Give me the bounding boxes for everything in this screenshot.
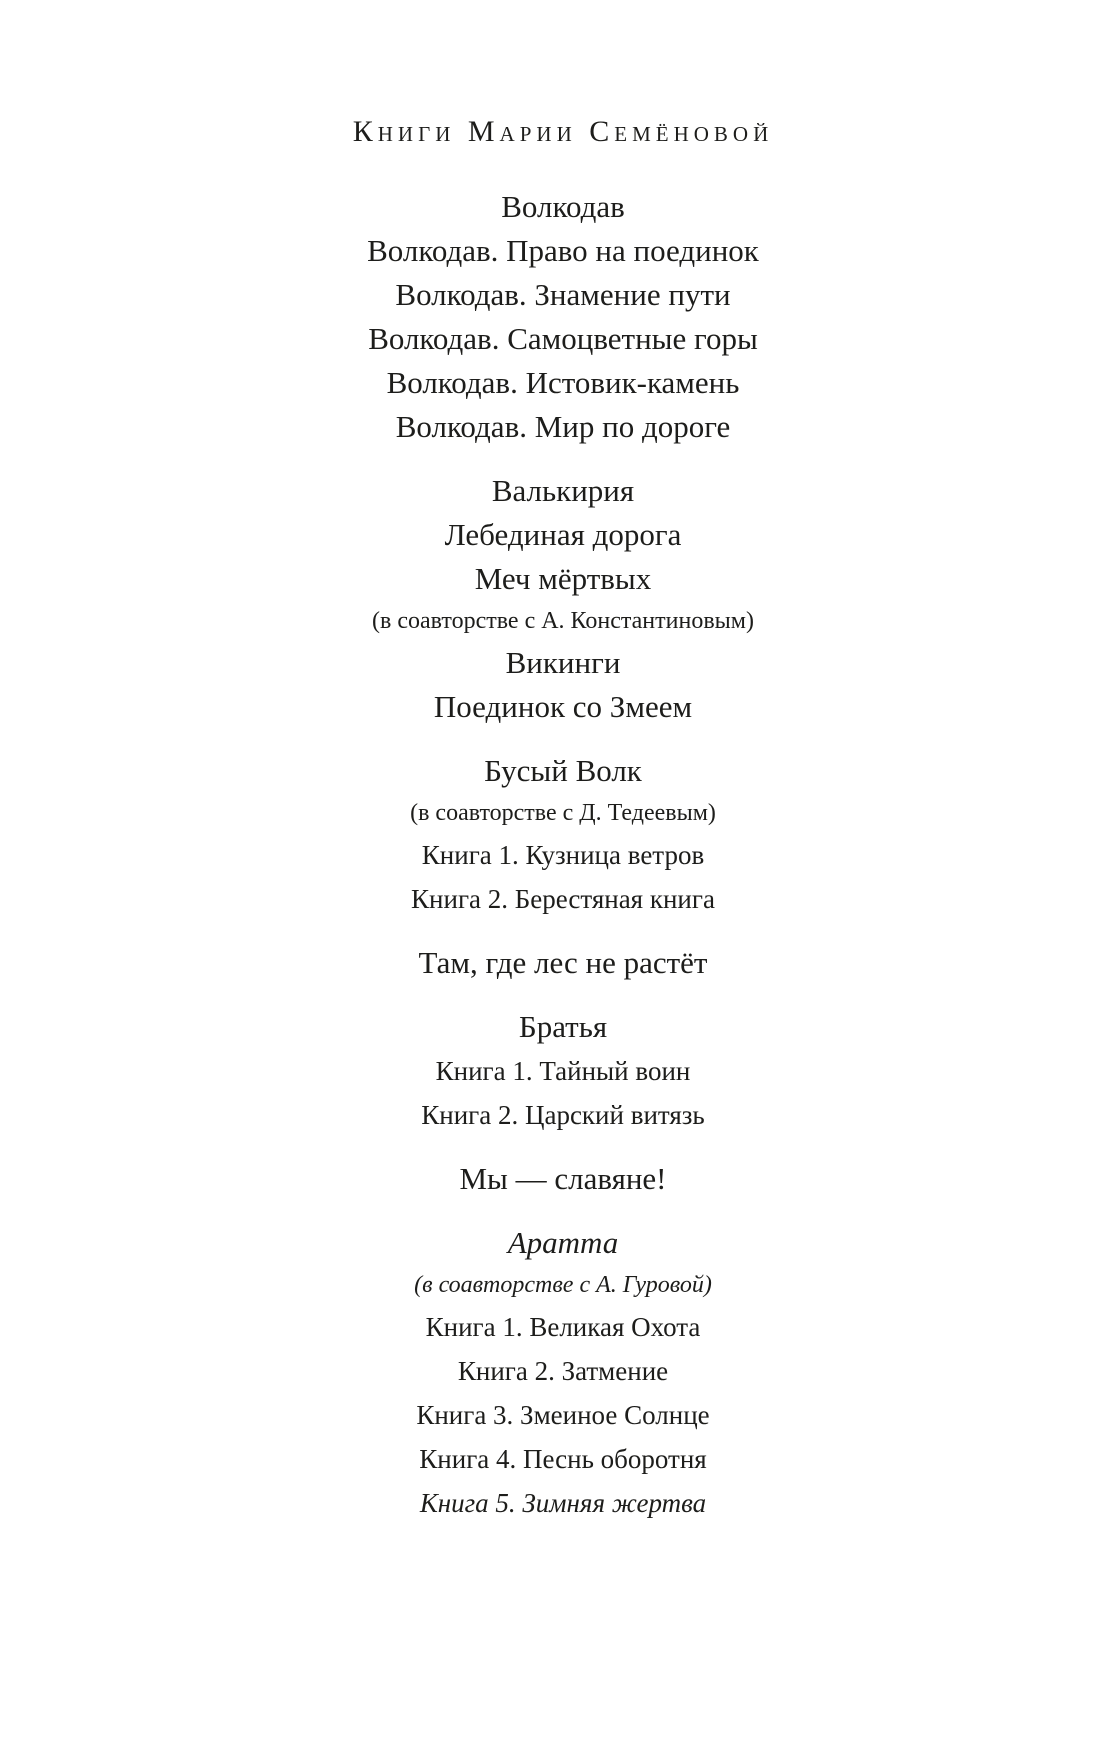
book-group xyxy=(26,1005,1100,1137)
book-line: Аратта xyxy=(507,1225,619,1260)
book-line: Книга 2. Царский витязь xyxy=(421,1100,705,1130)
page-title: Книги Марии Семёновой xyxy=(352,115,774,148)
book-line: Поединок со Змеем xyxy=(433,689,693,724)
book-line: (в соавторстве с Д. Тедеевым) xyxy=(410,800,716,826)
book-line: Книга 3. Змеиное Солнце xyxy=(416,1400,710,1430)
book-line: Волкодав. Истовик-камень xyxy=(386,365,740,400)
book-group xyxy=(26,185,1100,449)
book-line: Волкодав. Знамение пути xyxy=(395,277,731,312)
book-line: Волкодав. Мир по дороге xyxy=(395,409,731,444)
book-line: Волкодав xyxy=(501,189,625,224)
book-line: Меч мёртвых xyxy=(474,561,652,596)
book-line: Книга 1. Кузница ветров xyxy=(421,840,705,870)
book-line: Валькирия xyxy=(491,473,635,508)
book-line: Викинги xyxy=(505,645,621,680)
book-line: (в соавторстве с А. Гуровой) xyxy=(414,1272,712,1298)
book-line: Мы — славяне! xyxy=(459,1161,667,1196)
book-line: Волкодав. Право на поединок xyxy=(367,233,759,268)
book-line: Волкодав. Самоцветные горы xyxy=(368,321,758,356)
book-line: Бусый Волк xyxy=(484,753,642,788)
book-line: Лебединая дорога xyxy=(444,517,682,552)
book-line: (в соавторстве с А. Константиновым) xyxy=(372,608,754,634)
book-group xyxy=(26,1157,1100,1201)
book-line: Книга 1. Тайный воин xyxy=(435,1056,691,1086)
book-group xyxy=(26,469,1100,729)
book-line: Книга 4. Песнь оборотня xyxy=(419,1444,707,1474)
book-group xyxy=(26,941,1100,985)
book-group xyxy=(26,749,1100,921)
book-line: Книга 1. Великая Охота xyxy=(425,1312,701,1342)
book-group xyxy=(26,1221,1100,1525)
book-line: Братья xyxy=(518,1009,608,1044)
book-line: Там, где лес не растёт xyxy=(418,945,708,980)
book-line: Книга 2. Берестяная книга xyxy=(411,884,715,914)
book-line: Книга 2. Затмение xyxy=(457,1356,669,1386)
book-list xyxy=(26,185,1100,1525)
book-line: Книга 5. Зимняя жертва xyxy=(419,1488,707,1518)
